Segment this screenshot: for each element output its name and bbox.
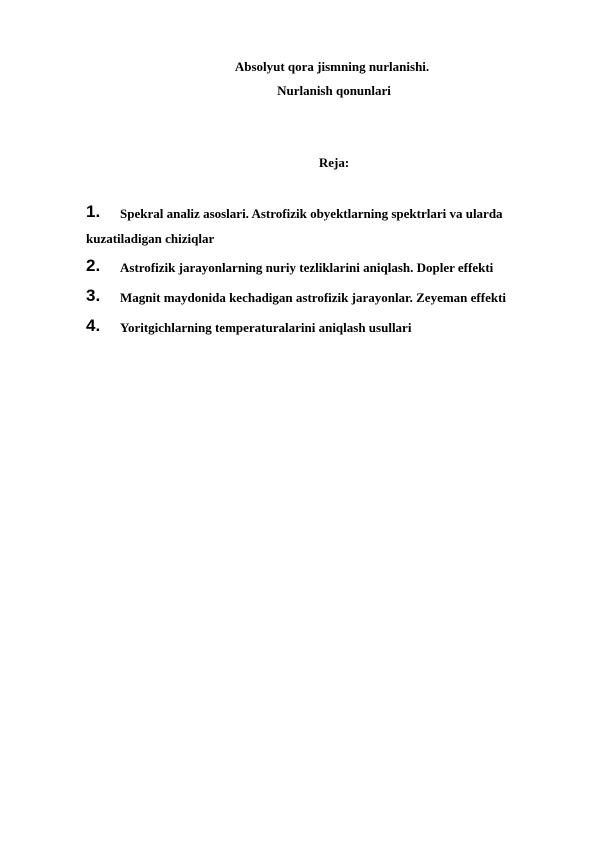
plan-item-number: 3. [86,286,101,305]
plan-item-number: 1. [86,202,101,221]
plan-item-text: Magnit maydonida kechadigan astrofizik jarayonlar. Zeyeman effekti [120,290,507,305]
document-subtitle: Nurlanish qonunlari [277,83,391,98]
document-title: Absolyut qora jismning nurlanishi. [234,59,430,74]
plan-item-text: Astrofizik jarayonlarning nuriy tezliklarini aniqlash. Dopler effekti [120,260,494,275]
plan-heading: Reja: [318,155,350,170]
plan-item-text: Spekral analiz asoslari. Astrofizik obyektlarning spektrlari va ularda [120,206,503,221]
plan-item-1-continuation: kuzatiladigan chiziqlar [86,231,215,246]
plan-item-number: 2. [86,256,101,275]
plan-item-text: Yoritgichlarning temperaturalarini aniqlash usullari [120,320,412,335]
plan-item-number: 4. [86,316,101,335]
